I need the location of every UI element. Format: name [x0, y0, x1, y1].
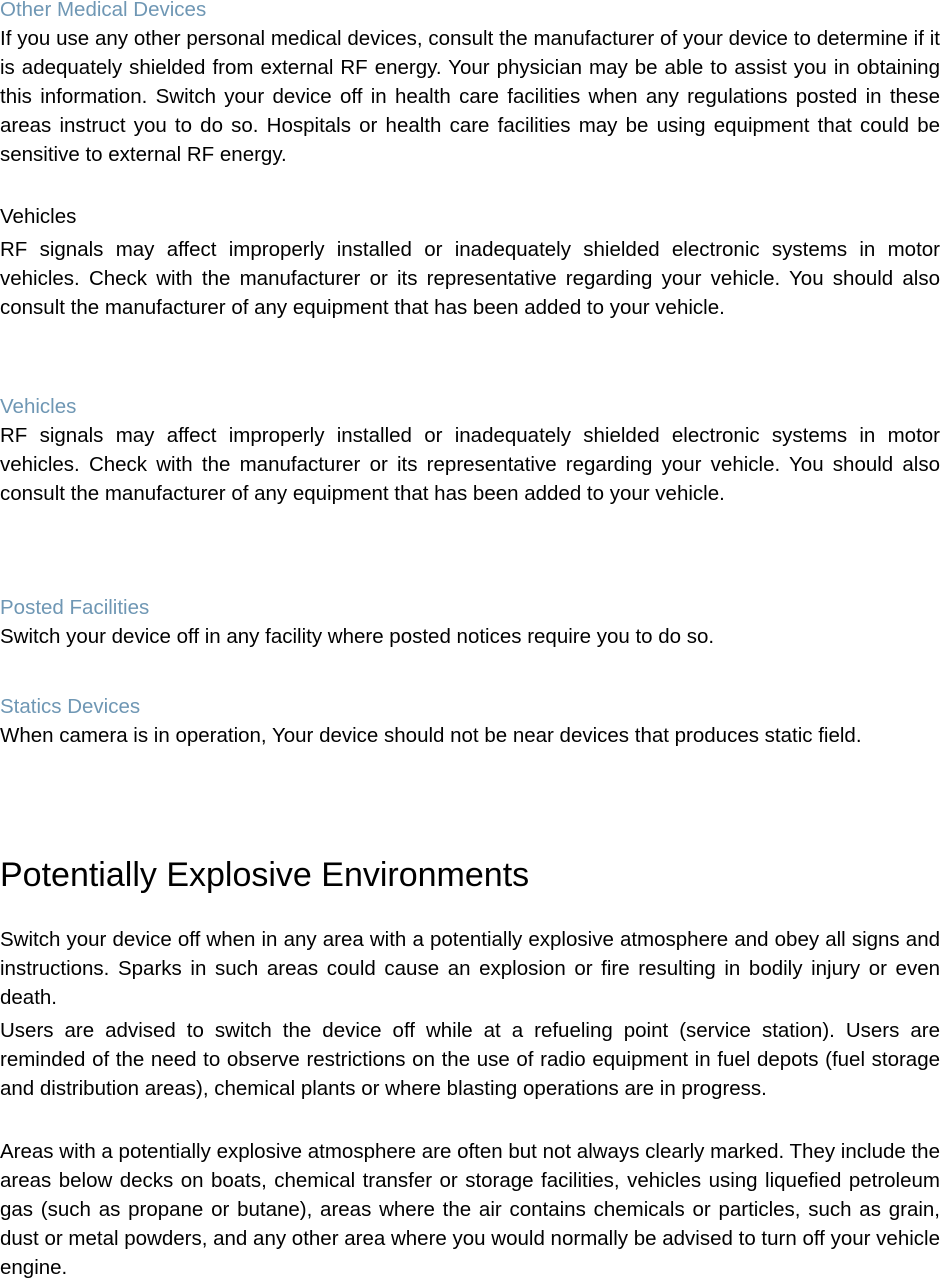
explosive-paragraph: Areas with a potentially explosive atmosphere are often but not always clearly marked. They include the areas below decks on boats, chemical transfer or storage facilities, vehicles using liquefied petroleum gas (such as propane or butane), areas where the air contains chemicals or particles, such as grain, dust or metal powders, and any other area where you would normally be advised to turn off your vehicle engine. — [0, 1140, 940, 1279]
section-heading-statics-devices: Statics Devices — [0, 695, 141, 718]
explosive-paragraph: Switch your device off when in any area with a potentially explosive atmosphere and obey all signs and instructions. Sparks in such areas could cause an explosion or fire resulting in bodily injury or even death. — [0, 928, 940, 1009]
section-heading-vehicles: Vehicles — [0, 205, 77, 228]
section-body-other-medical-devices: If you use any other personal medical devices, consult the manufacturer of your device to determine if it is adequately shielded from external RF energy. Your physician may be able to assist you in obtaining this information. Switch your device off in health care facilities when any regulations posted in these areas instruct you to do so. Hospitals or health care facilities may be using equipment that could be sensitive to external RF energy. — [0, 27, 940, 166]
section-body-vehicles-repeat: RF signals may affect improperly installed or inadequately shielded electronic systems in motor vehicles. Check with the manufacturer or its representative regarding your vehicle. You should also consult the manufacturer of any equipment that has been added to your vehicle. — [0, 424, 940, 505]
section-heading-posted-facilities: Posted Facilities — [0, 596, 150, 619]
section-body-vehicles: RF signals may affect improperly installed or inadequately shielded electronic systems in motor vehicles. Check with the manufacturer or its representative regarding your vehicle. You should also consult the manufacturer of any equipment that has been added to your vehicle. — [0, 238, 940, 319]
section-body-statics-devices: When camera is in operation, Your device should not be near devices that produces static field. — [0, 724, 862, 747]
explosive-paragraph: Users are advised to switch the device off while at a refueling point (service station). Users are reminded of the need to observe restrictions on the use of radio equipment in fuel depots (fuel storage and distribution areas), chemical plants or where blasting operations are in progress. — [0, 1019, 940, 1100]
explosive-environments-title: Potentially Explosive Environments — [0, 856, 530, 894]
section-heading-other-medical-devices: Other Medical Devices — [0, 0, 207, 21]
section-body-posted-facilities: Switch your device off in any facility where posted notices require you to do so. — [0, 625, 715, 648]
section-heading-vehicles-repeat: Vehicles — [0, 395, 77, 418]
